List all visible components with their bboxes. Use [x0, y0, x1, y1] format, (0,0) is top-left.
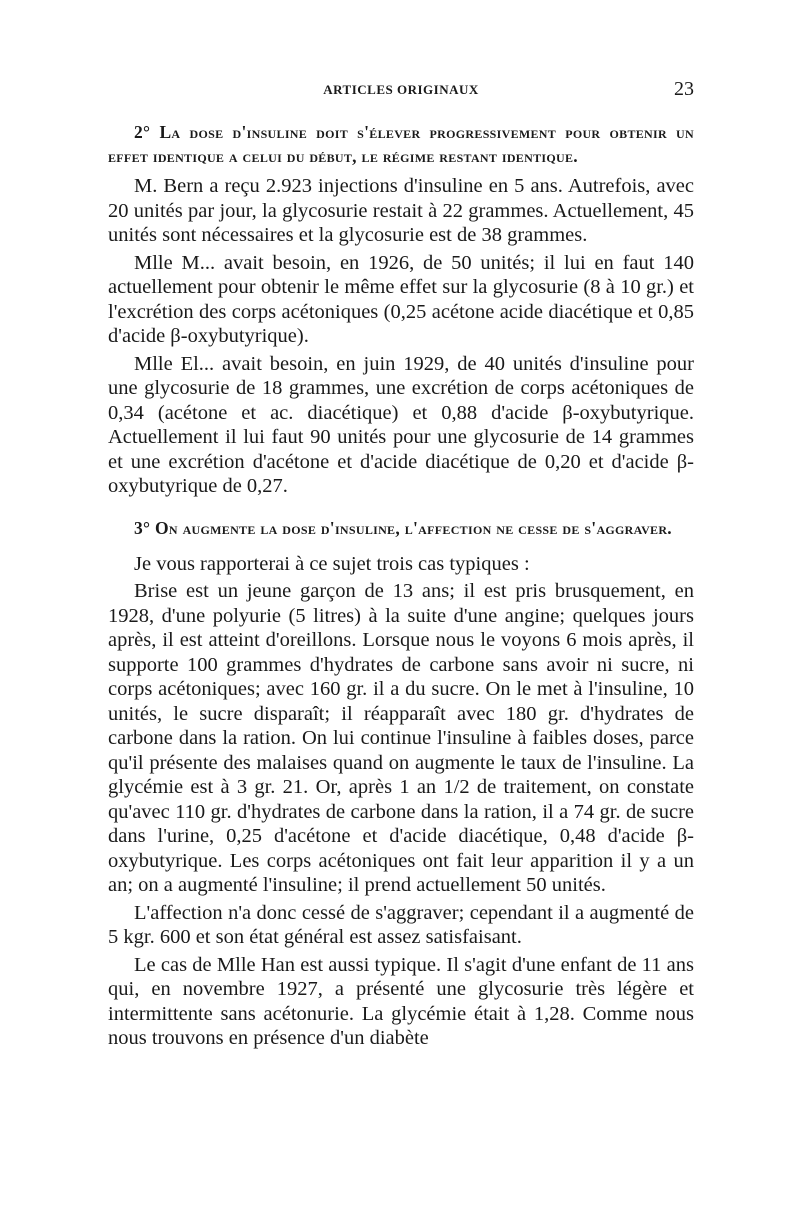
body-text [108, 120, 694, 1054]
section-2-heading: 2° La dose d'insuline doit s'élever progressivement pour obtenir un effet identique a celui du début, le régime restant identique. [108, 122, 694, 166]
page-number: 23 [674, 78, 694, 100]
paragraph-intro: Je vous rapporterai à ce sujet trois cas typiques : [134, 552, 530, 575]
paragraph-bern: M. Bern a reçu 2.923 injections d'insuline en 5 ans. Autrefois, avec 20 unités par jour, la glycosurie restait à 22 grammes. Actuellement, 45 unités sont nécessaires et la glycosurie est de 38 grammes. [108, 175, 694, 246]
paragraph-brise: Brise est un jeune garçon de 13 ans; il est pris brusquement, en 1928, d'une polyurie (5 litres) à la suite d'une angine; quelques jours après, il est atteint d'oreillons. Lorsque nous le voyons 6 mois après, il supporte 100 grammes d'hydrates de carbone sans avoir ni sucre, ni corps acétoniques; avec 160 gr. il a du sucre. On le met à l'insuline, 10 unités, le sucre disparaît; il réapparaît avec 180 gr. d'hydrates de carbone dans la ration. On lui continue l'insuline à faibles doses, parce qu'il présente des malaises quand on augmente le taux de l'insuline. La glycémie est à 3 gr. 21. Or, après 1 an 1/2 de traitement, on constate qu'avec 110 gr. d'hydrates de carbone dans la ration, il a 74 gr. de sucre dans l'urine, 0,25 d'acétone et d'acide diacétique, 0,48 d'acide β-oxybutyrique. Les corps acétoniques ont fait leur apparition il y a un an; on a augmenté l'insuline; il prend actuellement 50 unités. [108, 580, 694, 896]
paragraph-mlle-han: Le cas de Mlle Han est aussi typique. Il s'agit d'une enfant de 11 ans qui, en novembre 1927, a présenté une glycosurie très légère et intermittente sans acétonurie. La glycémie était à 1,28. Comme nous nous trouvons en présence d'un diabète [108, 953, 694, 1049]
paragraph-mlle-m: Mlle M... avait besoin, en 1926, de 50 unités; il lui en faut 140 actuellement pour obtenir le même effet sur la glycosurie (8 à 10 gr.) et l'excrétion des corps acétoniques (0,25 acétone acide diacétique et 0,85 d'acide β-oxybutyrique). [108, 251, 694, 347]
section-3-heading: 3° On augmente la dose d'insuline, l'affection ne cesse de s'aggraver. [134, 517, 672, 538]
paragraph-mlle-el: Mlle El... avait besoin, en juin 1929, de 40 unités d'insuline pour une glycosurie de 18 grammes, une excrétion de corps acétoniques de 0,34 (acétone et ac. diacétique) et 0,88 d'acide β-oxybutyrique. Actuellement il lui faut 90 unités pour une glycosurie de 14 grammes et une excrétion d'acétone et d'acide diacétique de 0,20 et d'acide β-oxybutyrique de 0,27. [108, 352, 694, 497]
running-head-title: ARTICLES ORIGINAUX [323, 82, 479, 97]
paragraph-affection: L'affection n'a donc cessé de s'aggraver; cependant il a augmenté de 5 kgr. 600 et son état général est assez satisfaisant. [108, 901, 694, 948]
running-head [108, 78, 694, 100]
section-gap [108, 502, 694, 516]
